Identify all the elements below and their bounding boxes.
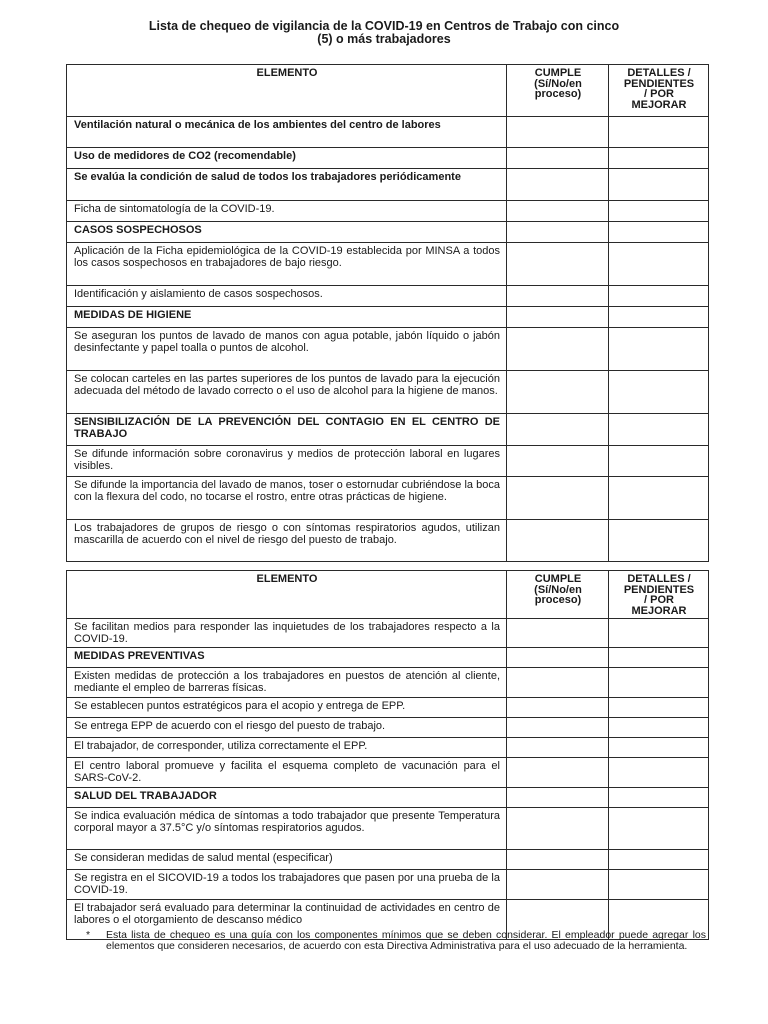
table-row bbox=[67, 718, 709, 738]
detalles-cell[interactable] bbox=[609, 169, 709, 201]
cumple-cell[interactable] bbox=[507, 222, 609, 243]
detalles-cell[interactable] bbox=[609, 808, 709, 850]
header-detalles-line: MEJORAR bbox=[631, 604, 687, 617]
row-element-text: Se colocan carteles en las partes superiores de los puntos de lavado para la ejecución adecuada del método de lavado correcto o el uso de alcohol para la higiene de manos. bbox=[67, 371, 507, 414]
header-cumple-line: CUMPLE bbox=[534, 67, 582, 79]
cumple-cell[interactable] bbox=[507, 718, 609, 738]
cumple-cell[interactable] bbox=[507, 520, 609, 562]
cumple-cell[interactable] bbox=[507, 328, 609, 371]
cumple-cell[interactable] bbox=[507, 117, 609, 148]
row-element-text: Identificación y aislamiento de casos sospechosos. bbox=[67, 286, 507, 307]
row-element-text: El trabajador, de corresponder, utiliza correctamente el EPP. bbox=[67, 738, 507, 758]
table-header-row bbox=[67, 571, 709, 619]
cumple-cell[interactable] bbox=[507, 169, 609, 201]
row-element-text: Se entrega EPP de acuerdo con el riesgo del puesto de trabajo. bbox=[67, 718, 507, 738]
row-element-text: MEDIDAS DE HIGIENE bbox=[67, 307, 507, 328]
header-cumple-line: proceso) bbox=[534, 594, 582, 606]
row-element-text: Uso de medidores de CO2 (recomendable) bbox=[67, 148, 507, 169]
cumple-cell[interactable] bbox=[507, 870, 609, 900]
table-row bbox=[67, 619, 709, 648]
detalles-cell[interactable] bbox=[609, 371, 709, 414]
cumple-cell[interactable] bbox=[507, 371, 609, 414]
table-row bbox=[67, 286, 709, 307]
row-element-text: Se establecen puntos estratégicos para el acopio y entrega de EPP. bbox=[67, 698, 507, 718]
row-element-text: MEDIDAS PREVENTIVAS bbox=[67, 648, 507, 668]
table-row bbox=[67, 148, 709, 169]
header-cumple bbox=[507, 65, 609, 117]
cumple-cell[interactable] bbox=[507, 307, 609, 328]
detalles-cell[interactable] bbox=[609, 222, 709, 243]
cumple-cell[interactable] bbox=[507, 477, 609, 520]
table-row bbox=[67, 738, 709, 758]
header-detalles bbox=[609, 65, 709, 117]
detalles-cell[interactable] bbox=[609, 520, 709, 562]
footnote-marker: * bbox=[86, 929, 91, 941]
header-detalles-line: MEJORAR bbox=[631, 98, 687, 111]
table-row bbox=[67, 169, 709, 201]
detalles-cell[interactable] bbox=[609, 243, 709, 286]
header-detalles-line: / POR bbox=[644, 594, 674, 606]
cumple-cell[interactable] bbox=[507, 850, 609, 870]
table-row bbox=[67, 117, 709, 148]
table-row bbox=[67, 414, 709, 446]
cumple-cell[interactable] bbox=[507, 648, 609, 668]
cumple-cell[interactable] bbox=[507, 286, 609, 307]
row-element-text: SALUD DEL TRABAJADOR bbox=[67, 788, 507, 808]
header-cumple bbox=[507, 571, 609, 619]
row-element-text: Ficha de sintomatología de la COVID-19. bbox=[67, 201, 507, 222]
cumple-cell[interactable] bbox=[507, 738, 609, 758]
cumple-cell[interactable] bbox=[507, 619, 609, 648]
detalles-cell[interactable] bbox=[609, 870, 709, 900]
footnote bbox=[86, 930, 706, 952]
row-element-text: Se registra en el SICOVID-19 a todos los trabajadores que pasen por una prueba de la COVID-19. bbox=[67, 870, 507, 900]
detalles-cell[interactable] bbox=[609, 328, 709, 371]
header-detalles-line: / POR bbox=[644, 88, 674, 100]
title-line-2: (5) o más trabajadores bbox=[317, 32, 451, 46]
detalles-cell[interactable] bbox=[609, 850, 709, 870]
table-row bbox=[67, 307, 709, 328]
header-detalles-line: DETALLES / bbox=[627, 573, 691, 585]
row-element-text: Se consideran medidas de salud mental (especificar) bbox=[67, 850, 507, 870]
cumple-cell[interactable] bbox=[507, 698, 609, 718]
checklist-table-1 bbox=[66, 64, 709, 562]
row-element-text: El centro laboral promueve y facilita el esquema completo de vacunación para el SARS-CoV-2. bbox=[67, 758, 507, 788]
detalles-cell[interactable] bbox=[609, 446, 709, 477]
detalles-cell[interactable] bbox=[609, 414, 709, 446]
header-detalles bbox=[609, 571, 709, 619]
detalles-cell[interactable] bbox=[609, 477, 709, 520]
table-row bbox=[67, 758, 709, 788]
table-row bbox=[67, 520, 709, 562]
table-row bbox=[67, 788, 709, 808]
table-row bbox=[67, 446, 709, 477]
row-element-text: CASOS SOSPECHOSOS bbox=[67, 222, 507, 243]
header-cumple-line: CUMPLE bbox=[534, 573, 582, 585]
header-cumple-line: proceso) bbox=[534, 88, 582, 100]
row-element-text: Se difunde la importancia del lavado de manos, toser o estornudar cubriéndose la boca con la flexura del codo, no tocarse el rostro, entre otras prácticas de higiene. bbox=[67, 477, 507, 520]
table-row bbox=[67, 477, 709, 520]
row-element-text: Se aseguran los puntos de lavado de manos con agua potable, jabón líquido o jabón desinfectante y papel toalla o puntos de alcohol. bbox=[67, 328, 507, 371]
cumple-cell[interactable] bbox=[507, 758, 609, 788]
detalles-cell[interactable] bbox=[609, 307, 709, 328]
table-row bbox=[67, 808, 709, 850]
detalles-cell[interactable] bbox=[609, 619, 709, 648]
table-row bbox=[67, 201, 709, 222]
cumple-cell[interactable] bbox=[507, 808, 609, 850]
table-header-row bbox=[67, 65, 709, 117]
cumple-cell[interactable] bbox=[507, 446, 609, 477]
table-row bbox=[67, 698, 709, 718]
row-element-text: Aplicación de la Ficha epidemiológica de la COVID-19 establecida por MINSA a todos los casos sospechosos en trabajadores de bajo riesgo. bbox=[67, 243, 507, 286]
detalles-cell[interactable] bbox=[609, 718, 709, 738]
cumple-cell[interactable] bbox=[507, 201, 609, 222]
detalles-cell[interactable] bbox=[609, 148, 709, 169]
table-row bbox=[67, 243, 709, 286]
table-row bbox=[67, 850, 709, 870]
table-row bbox=[67, 668, 709, 698]
header-elemento: ELEMENTO bbox=[67, 65, 507, 117]
row-element-text: El trabajador será evaluado para determinar la continuidad de actividades en centro de labores o el otorgamiento de descanso médico bbox=[67, 900, 507, 940]
row-element-text: Existen medidas de protección a los trabajadores en puestos de atención al cliente, mediante el empleo de barreras físicas. bbox=[67, 668, 507, 698]
row-element-text: Se indica evaluación médica de síntomas a todo trabajador que presente Temperatura corporal mayor a 37.5°C y/o síntomas respiratorios agudos. bbox=[67, 808, 507, 850]
detalles-cell[interactable] bbox=[609, 668, 709, 698]
header-detalles-line: PENDIENTES bbox=[623, 77, 695, 90]
table-row bbox=[67, 222, 709, 243]
cumple-cell[interactable] bbox=[507, 668, 609, 698]
row-element-text: Se evalúa la condición de salud de todos los trabajadores periódicamente bbox=[67, 169, 507, 201]
table-row bbox=[67, 648, 709, 668]
cumple-cell[interactable] bbox=[507, 414, 609, 446]
row-element-text: Los trabajadores de grupos de riesgo o con síntomas respiratorios agudos, utilizan mascarilla de acuerdo con el nivel de riesgo del puesto de trabajo. bbox=[67, 520, 507, 562]
detalles-cell[interactable] bbox=[609, 788, 709, 808]
checklist-table-2 bbox=[66, 570, 709, 940]
header-elemento: ELEMENTO bbox=[67, 571, 507, 619]
row-element-text: Ventilación natural o mecánica de los ambientes del centro de labores bbox=[67, 117, 507, 148]
row-element-text: Se facilitan medios para responder las inquietudes de los trabajadores respecto a la COVID-19. bbox=[67, 619, 507, 648]
header-cumple-line: (Sí/No/en bbox=[534, 583, 582, 596]
detalles-cell[interactable] bbox=[609, 117, 709, 148]
document-title bbox=[60, 20, 708, 46]
table-row bbox=[67, 870, 709, 900]
row-element-text: SENSIBILIZACIÓN DE LA PREVENCIÓN DEL CONTAGIO EN EL CENTRO DE TRABAJO bbox=[67, 414, 507, 446]
detalles-cell[interactable] bbox=[609, 286, 709, 307]
cumple-cell[interactable] bbox=[507, 788, 609, 808]
detalles-cell[interactable] bbox=[609, 758, 709, 788]
detalles-cell[interactable] bbox=[609, 201, 709, 222]
header-detalles-line: DETALLES / bbox=[627, 67, 691, 79]
header-cumple-line: (Sí/No/en bbox=[534, 77, 582, 90]
table-row bbox=[67, 328, 709, 371]
row-element-text: Se difunde información sobre coronavirus y medios de protección laboral en lugares visibles. bbox=[67, 446, 507, 477]
detalles-cell[interactable] bbox=[609, 738, 709, 758]
title-line-1: Lista de chequeo de vigilancia de la COVID-19 en Centros de Trabajo con cinco bbox=[148, 19, 620, 33]
table-row bbox=[67, 371, 709, 414]
detalles-cell[interactable] bbox=[609, 648, 709, 668]
cumple-cell[interactable] bbox=[507, 243, 609, 286]
header-detalles-line: PENDIENTES bbox=[623, 583, 695, 596]
footnote-text: Esta lista de chequeo es una guía con los componentes mínimos que se deben considerar. El empleador puede agregar los elementos que consideren necesarios, de acuerdo con esta Directiva Administrativa para el uso adecuado de la herramienta. bbox=[106, 929, 706, 952]
cumple-cell[interactable] bbox=[507, 148, 609, 169]
detalles-cell[interactable] bbox=[609, 698, 709, 718]
